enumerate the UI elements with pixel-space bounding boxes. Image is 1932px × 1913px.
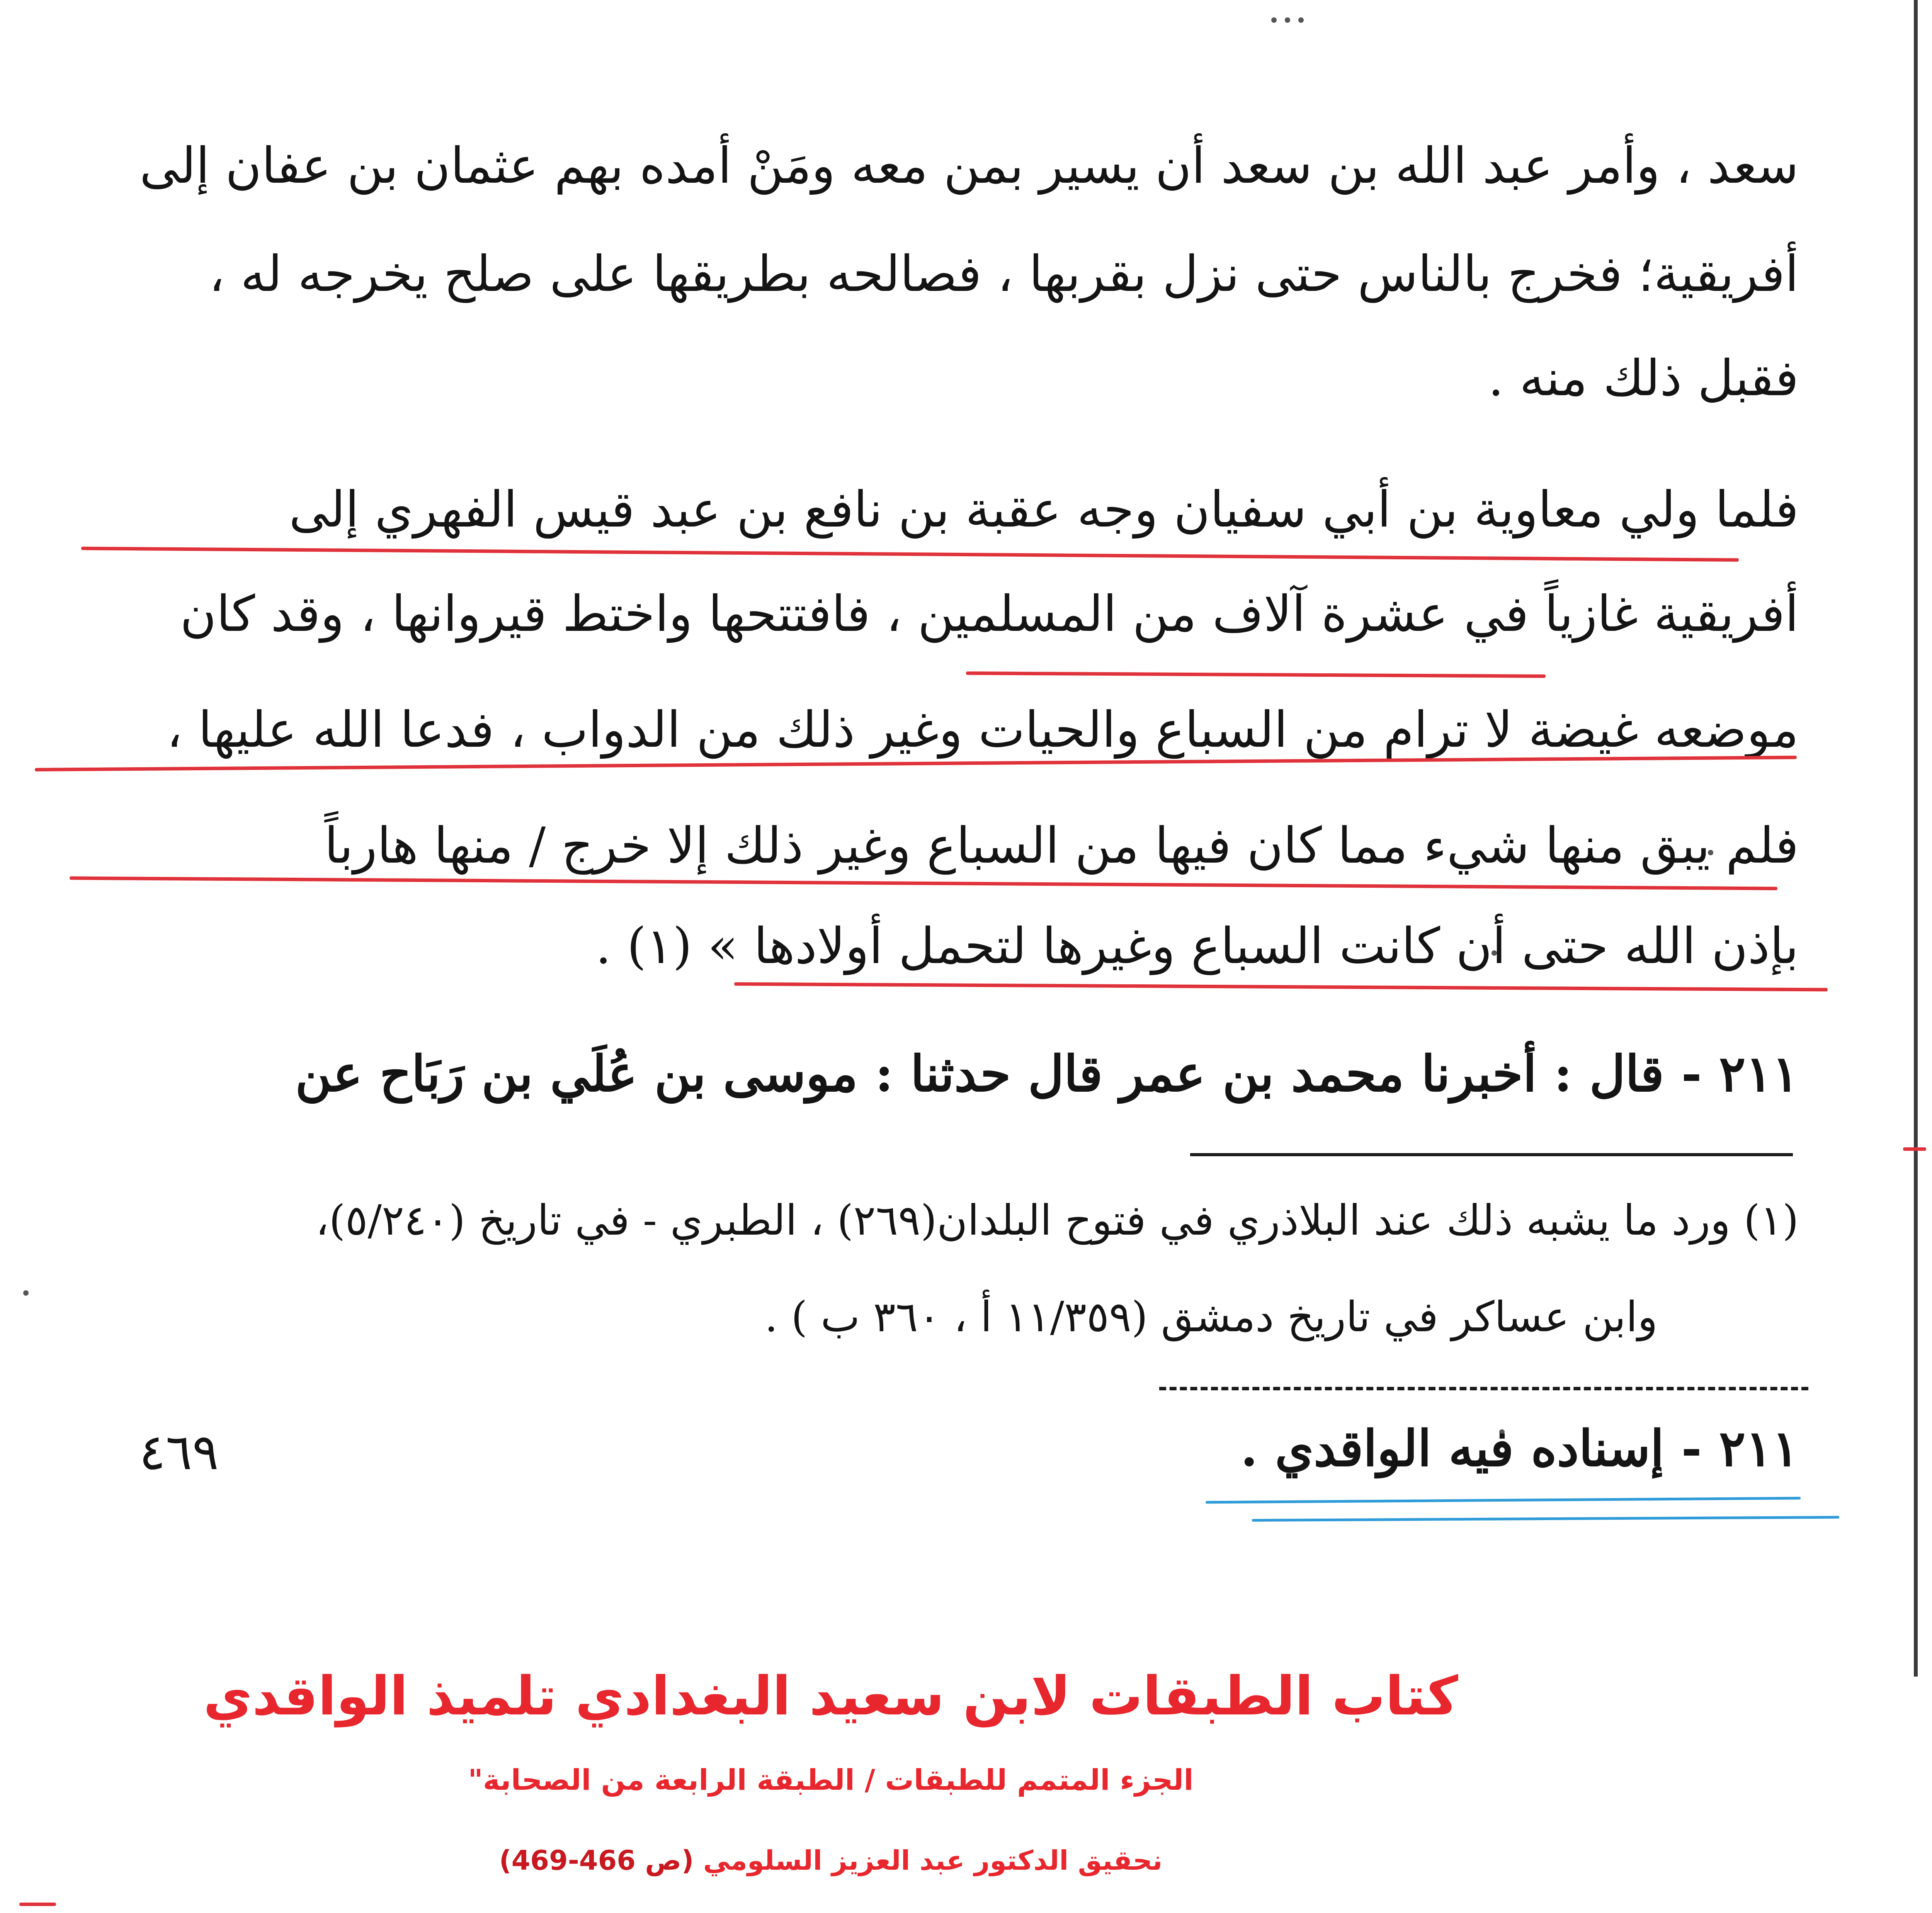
body-line-1: سعد ، وأمر عبد الله بن سعد أن يسير بمن معه ومَنْ أمده بهم عثمان بن عفان إلى: [139, 137, 1799, 195]
red-underline: [19, 1903, 56, 1906]
red-underline: [1903, 1147, 1926, 1151]
caption-credit: نحقيق الدكتور عبد العزيز السلومي: [703, 1845, 1163, 1876]
blue-underline: [1252, 1516, 1839, 1522]
body-line-6: موضعه غيضة لا ترام من السباع والحيات وغير ذلك من الدواب ، فدعا الله عليها ،: [167, 701, 1799, 759]
caption-pages: (ص 466-469): [499, 1845, 694, 1876]
isnad-note: ٢١١ - إسناده فيه الواقدي .: [1240, 1420, 1799, 1478]
caption-title: كتاب الطبقات لابن سعيد البغدادي تلميذ الواقدي: [203, 1665, 1458, 1727]
footnote-separator: [1190, 1153, 1793, 1156]
caption-credit-line: [0, 1845, 1662, 1876]
body-line-3: فقبل ذلك منه .: [1488, 350, 1799, 407]
scan-speck: [1298, 17, 1304, 23]
isnad-separator: [1159, 1387, 1808, 1390]
body-line-8: بإذن الله حتى أن كانت السباع وغيرها لتحمل أولادها » (١) .: [595, 917, 1799, 975]
scan-speck: [1271, 17, 1277, 23]
body-line-5: أفريقية غازياً في عشرة آلاف من المسلمين ، فافتتحها واختط قيروانها ، وقد كان: [180, 585, 1799, 643]
body-line-4: فلما ولي معاوية بن أبي سفيان وجه عقبة بن نافع بن عبد قيس الفهري إلى: [289, 481, 1799, 539]
caption-subtitle: الجزء المتمم للطبقات / الطبقة الرابعة من الصحابة": [468, 1763, 1194, 1797]
body-line-9: ٢١١ - قال : أخبرنا محمد بن عمر قال حدثنا : موسى بن عُلَي بن رَبَاح عن: [295, 1045, 1799, 1103]
page-number: ٤٦٩: [139, 1424, 219, 1481]
red-underline: [966, 671, 1546, 678]
scan-speck: [1285, 17, 1290, 23]
blue-underline: [1206, 1497, 1801, 1504]
footnote-line-2: وابن عساكر في تاريخ دمشق (١١/٣٥٩ أ ، ٣٦٠ ب ) .: [764, 1293, 1658, 1341]
scan-page-edge: [1914, 0, 1918, 1677]
red-underline: [81, 547, 1739, 562]
body-line-2: أفريقية؛ فخرج بالناس حتى نزل بقربها ، فصالحه بطريقها على صلح يخرجه له ،: [209, 245, 1799, 303]
footnote-line-1: (١) ورد ما يشبه ذلك عند البلاذري في فتوح البلدان(٢٦٩) ، الطبري - في تاريخ (٥/٢٤٠)،: [315, 1196, 1799, 1245]
body-line-7: فلم يبق منها شيء مما كان فيها من السباع وغير ذلك إلا خرج / منها هارباً: [324, 817, 1799, 875]
